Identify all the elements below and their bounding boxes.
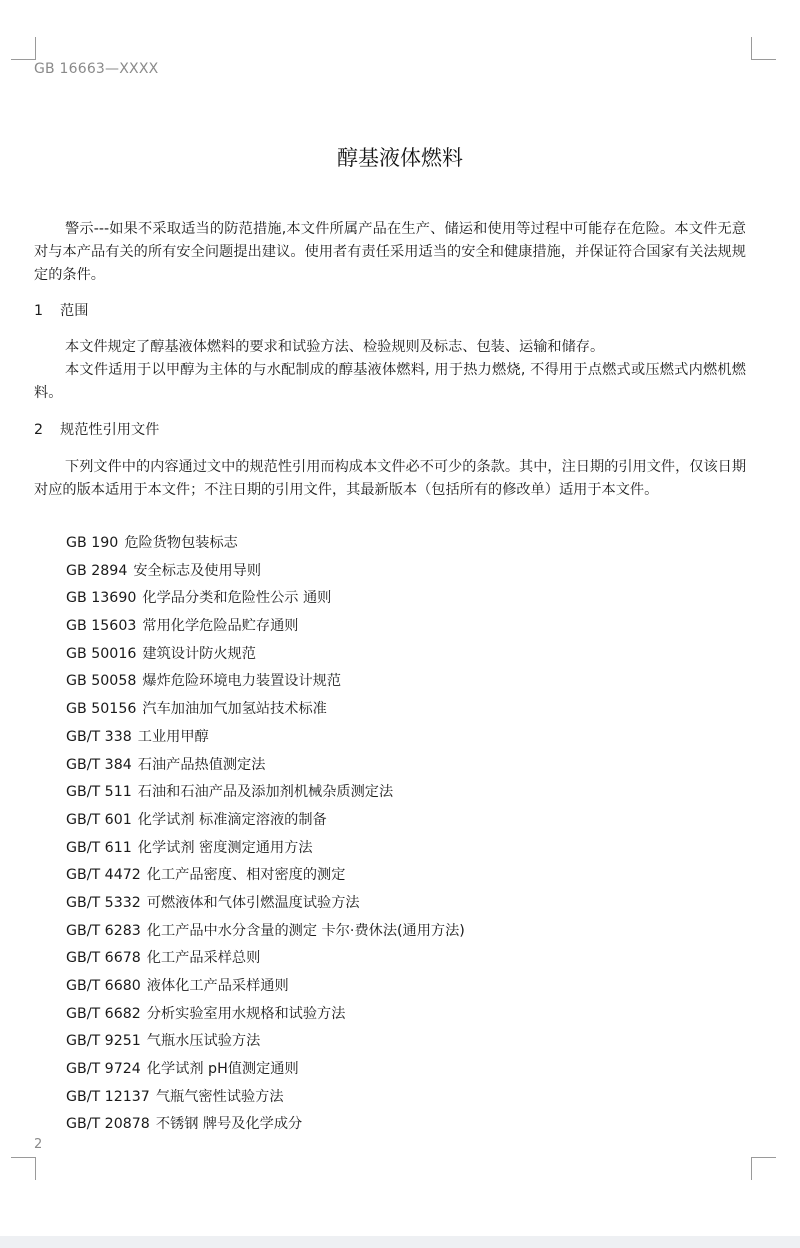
list-item: [66, 947, 465, 975]
reference-title: 常用化学危险品贮存通则: [142, 618, 299, 635]
reference-code: GB/T 511: [66, 784, 132, 801]
list-item: [66, 754, 465, 782]
reference-title: 可燃液体和气体引燃温度试验方法: [146, 894, 360, 911]
list-item: [66, 1058, 465, 1086]
reference-title: 工业用甲醇: [137, 728, 209, 745]
section-2-title: 规范性引用文件: [60, 422, 160, 438]
reference-title: 汽车加油加气加氢站技术标准: [142, 701, 327, 718]
reference-title: 爆炸危险环境电力装置设计规范: [142, 673, 342, 690]
list-item: [66, 837, 465, 865]
scope-paragraph-2: 本文件适用于以甲醇为主体的与水配制成的醇基液体燃料, 用于热力燃烧, 不得用于点燃式或压燃式内燃机燃料。: [34, 362, 746, 401]
reference-code: GB/T 6682: [66, 1005, 141, 1022]
reference-title: 化工产品中水分含量的测定 卡尔·费休法(通用方法): [146, 922, 465, 939]
page-number: 2: [34, 1137, 43, 1152]
reference-code: GB/T 9724: [66, 1061, 141, 1078]
reference-title: 危险货物包装标志: [124, 535, 238, 551]
document-code: GB 16663—XXXX: [34, 61, 159, 77]
list-item: [66, 587, 465, 615]
reference-title: 化工产品采样总则: [146, 950, 261, 967]
crop-mark-bottom-left: [11, 1157, 36, 1180]
reference-code: GB/T 4472: [66, 867, 141, 884]
list-item: [66, 1113, 465, 1141]
list-item: [66, 615, 465, 643]
reference-code: GB/T 20878: [66, 1116, 150, 1133]
list-item: [66, 532, 465, 560]
reference-code: GB/T 601: [66, 811, 132, 828]
reference-code: GB/T 384: [66, 756, 132, 773]
reference-title: 安全标志及使用导则: [133, 562, 262, 579]
section-1-title: 范围: [60, 303, 89, 319]
reference-code: GB/T 5332: [66, 894, 141, 911]
list-item: [66, 698, 465, 726]
reference-title: 建筑设计防火规范: [142, 645, 256, 662]
warning-paragraph: 警示---如果不采取适当的防范措施,本文件所属产品在生产、储运和使用等过程中可能存在危险。本文件无意对与本产品有关的所有安全问题提出建议。使用者有责任采用适当的安全和健康措施，并保证符合国家有关法规规定的条件。: [34, 221, 746, 283]
section-1-heading: [34, 300, 88, 323]
reference-title: 化学试剂 标准滴定溶液的制备: [137, 811, 327, 828]
list-item: [66, 864, 465, 892]
crop-mark-bottom-right: [751, 1157, 776, 1180]
reference-code: GB 50058: [66, 673, 137, 690]
list-item: [66, 643, 465, 671]
reference-code: GB 50016: [66, 645, 137, 662]
reference-code: GB/T 6283: [66, 922, 141, 939]
reference-title: 化学试剂 pH值测定通则: [146, 1061, 299, 1078]
list-item: [66, 975, 465, 1003]
list-item: [66, 560, 465, 588]
scope-paragraph-1: 本文件规定了醇基液体燃料的要求和试验方法、检验规则及标志、包装、运输和储存。: [65, 339, 605, 355]
reference-code: GB/T 6678: [66, 950, 141, 967]
reference-title: 化学品分类和危险性公示 通则: [142, 590, 332, 607]
reference-code: GB 15603: [66, 618, 137, 635]
list-item: [66, 670, 465, 698]
reference-title: 气瓶水压试验方法: [146, 1033, 261, 1050]
list-item: [66, 1003, 465, 1031]
list-item: [66, 892, 465, 920]
list-item: [66, 1030, 465, 1058]
crop-mark-top-left: [11, 37, 36, 60]
reference-title: 化学试剂 密度测定通用方法: [137, 839, 313, 856]
reference-code: GB/T 338: [66, 728, 132, 745]
section-2-heading: [34, 419, 159, 442]
reference-code: GB 2894: [66, 562, 128, 579]
reference-title: 石油和石油产品及添加剂机械杂质测定法: [137, 784, 394, 801]
reference-code: GB/T 611: [66, 839, 132, 856]
list-item: [66, 809, 465, 837]
reference-list: [66, 532, 465, 1141]
section-1-number: 1: [34, 303, 44, 319]
reference-title: 气瓶气密性试验方法: [155, 1088, 284, 1105]
list-item: [66, 920, 465, 948]
reference-title: 液体化工产品采样通则: [146, 978, 289, 994]
reference-title: 化工产品密度、相对密度的测定: [146, 867, 346, 884]
list-item: [66, 726, 465, 754]
reference-code: GB 50156: [66, 701, 137, 718]
section-2-number: 2: [34, 422, 44, 438]
reference-code: GB 190: [66, 535, 119, 551]
crop-mark-top-right: [751, 37, 776, 60]
references-intro: 下列文件中的内容通过文中的规范性引用而构成本文件必不可少的条款。其中，注日期的引用文件，仅该日期对应的版本适用于本文件；不注日期的引用文件，其最新版本（包括所有的修改单）适用于本文件。: [34, 459, 747, 498]
reference-code: GB/T 12137: [66, 1088, 150, 1105]
reference-code: GB/T 6680: [66, 978, 141, 994]
reference-title: 分析实验室用水规格和试验方法: [146, 1005, 346, 1022]
list-item: [66, 781, 465, 809]
reference-code: GB/T 9251: [66, 1033, 141, 1050]
page-title: 醇基液体燃料: [337, 146, 463, 170]
viewer-bottom-band: [0, 1236, 800, 1248]
reference-title: 不锈钢 牌号及化学成分: [155, 1116, 303, 1133]
list-item: [66, 1086, 465, 1114]
reference-code: GB 13690: [66, 590, 137, 607]
reference-title: 石油产品热值测定法: [137, 756, 266, 773]
